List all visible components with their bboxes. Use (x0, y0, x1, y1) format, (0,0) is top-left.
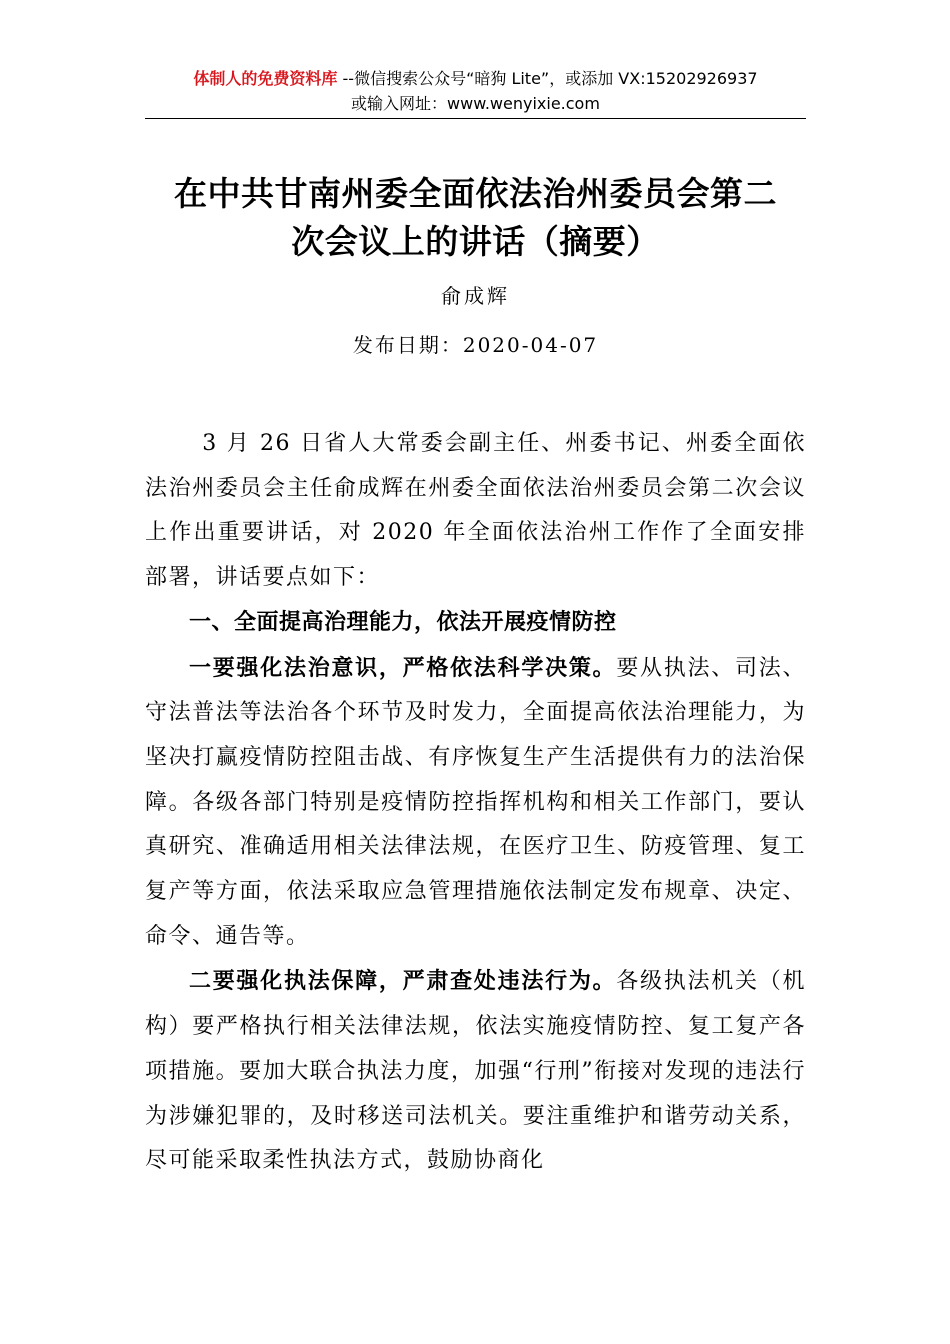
paragraph-1-text: 要从执法、司法、守法普法等法治各个环节及时发力，全面提高依法治理能力，为坚决打赢疫情防控阻击战、有序恢复生产生活提供有力的法治保障。各级各部门特别是疫情防控指挥机构和相关工作部门，要认真研究、准确适用相关法律法规，在医疗卫生、防疫管理、复工复产等方面，依法采取应急管理措施依法制定发布规章、决定、命令、通告等。 (145, 655, 806, 949)
paragraph-2 (145, 959, 806, 1184)
article-author: 俞成辉 (441, 284, 510, 308)
header-divider (145, 118, 806, 119)
banner-brand: 体制人的免费资料库 (193, 69, 338, 88)
paragraph-1 (145, 646, 806, 960)
paragraph-2-text: 各级执法机关（机构）要严格执行相关法律法规，依法实施疫情防控、复工复产各项措施。要加大联合执法力度，加强“行刑”衔接对发现的违法行为涉嫌犯罪的，及时移送司法机关。要注重维护和谐劳动关系，尽可能采取柔性执法方式，鼓励协商化 (145, 969, 806, 1174)
intro-paragraph: 3 月 26 日省人大常委会副主任、州委书记、州委全面依法治州委员会主任俞成辉在州委全面依法治州委员会第二次会议上作出重要讲话，对 2020 年全面依法治州工作作了全面安排部署，讲话要点如下： (145, 431, 806, 591)
article-body (145, 422, 806, 1184)
title-line-2: 次会议上的讲话（摘要） (291, 222, 660, 261)
banner-promo-text: --微信搜索公众号“暗狗 Lite”，或添加 VX:15202926937 (337, 69, 758, 88)
title-line-1: 在中共甘南州委全面依法治州委员会第二 (174, 174, 777, 213)
paragraph-2-lead: 二要强化执法保障，严肃查处违法行为。 (189, 968, 617, 995)
paragraph-1-lead: 一要强化法治意识，严格依法科学决策。 (189, 654, 617, 681)
article-title (145, 170, 806, 266)
section-heading-1: 一、全面提高治理能力，依法开展疫情防控 (189, 609, 617, 635)
banner-url-line: 或输入网址：www.wenyixie.com (351, 94, 600, 113)
banner-line-1 (145, 66, 806, 91)
publish-date: 发布日期：2020-04-07 (352, 333, 599, 357)
site-banner (145, 66, 806, 116)
